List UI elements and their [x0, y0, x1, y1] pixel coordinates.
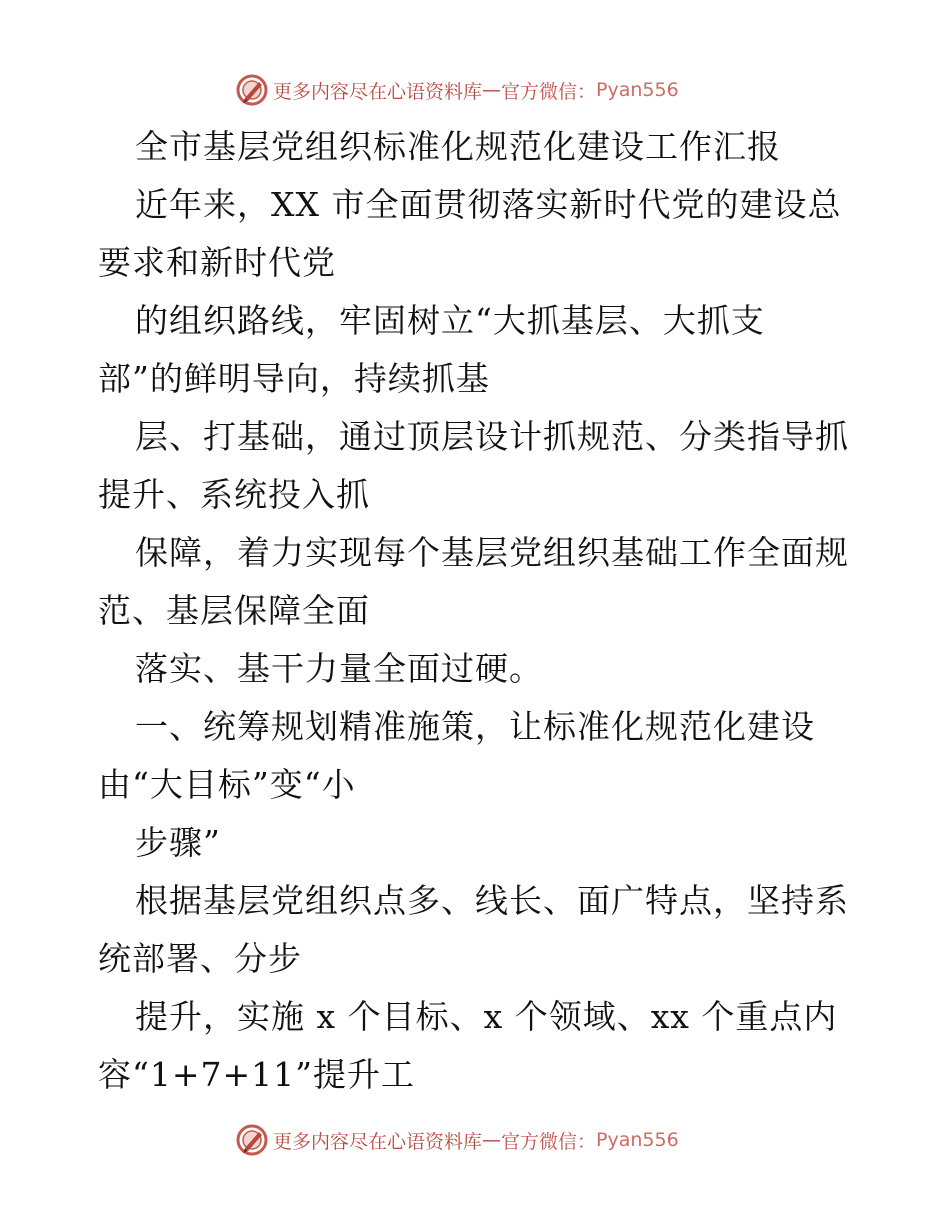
- text-line: 要求和新时代党: [98, 243, 336, 282]
- document-title: 全市基层党组织标准化规范化建设工作汇报: [135, 127, 781, 166]
- watermark-id: Pyan556: [596, 1129, 679, 1151]
- watermark-brand: 更多内容尽在心语资料库: [273, 80, 483, 103]
- text-line: 根据基层党组织点多、线长、面广特点，坚持系: [135, 881, 849, 920]
- section-heading: 一、统筹规划精准施策，让标准化规范化建设: [135, 707, 815, 746]
- watermark-footer: [235, 1122, 679, 1158]
- watermark-contact: 官方微信：: [501, 80, 597, 103]
- section-heading-continued: 步骤”: [135, 823, 221, 862]
- text-line: 层、打基础，通过顶层设计抓规范、分类指导抓: [135, 417, 849, 456]
- watermark-brand: 更多内容尽在心语资料库: [273, 1130, 483, 1153]
- text-line: 容“1+7+11”提升工: [98, 1055, 416, 1094]
- watermark-contact: 官方微信：: [501, 1130, 597, 1153]
- text-line: 提升，实施 x 个目标、x 个领域、xx 个重点内: [135, 997, 838, 1036]
- pen-circle-logo-icon: [235, 73, 269, 107]
- text-line: 的组织路线，牢固树立“大抓基层、大抓支: [135, 301, 765, 340]
- watermark-separator: —: [482, 79, 502, 101]
- text-line: 落实、基干力量全面过硬。: [135, 649, 543, 688]
- watermark-id: Pyan556: [596, 79, 679, 101]
- section-heading-continued: 由“大目标”变“小: [98, 765, 356, 804]
- watermark-header: [235, 72, 679, 108]
- text-line: 近年来，XX 市全面贯彻落实新时代党的建设总: [135, 185, 842, 224]
- text-line: 保障，着力实现每个基层党组织基础工作全面规: [135, 533, 849, 572]
- pen-circle-logo-icon: [235, 1123, 269, 1157]
- text-line: 部”的鲜明导向，持续抓基: [98, 359, 490, 398]
- text-line: 统部署、分步: [98, 939, 302, 978]
- text-line: 提升、系统投入抓: [98, 475, 370, 514]
- text-line: 范、基层保障全面: [98, 591, 370, 630]
- watermark-separator: —: [482, 1129, 502, 1151]
